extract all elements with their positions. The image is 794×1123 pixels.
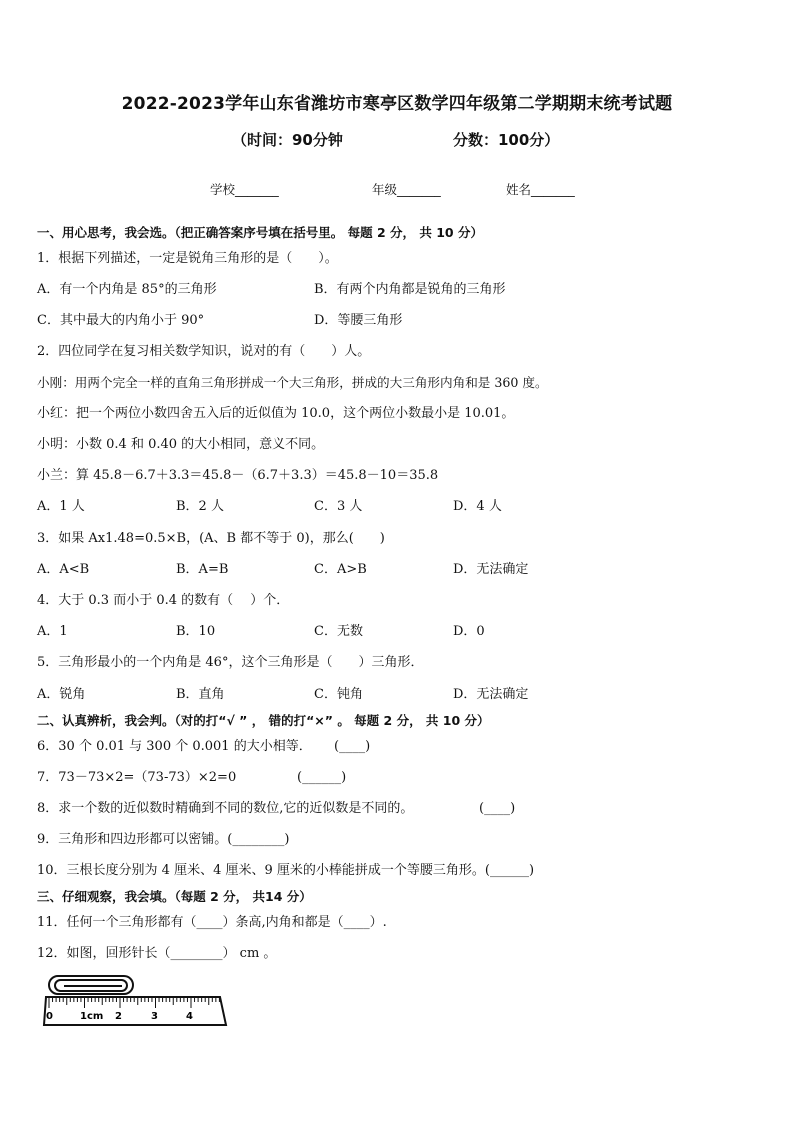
q2-statement-3: 小明：小数 0.4 和 0.40 的大小相同，意义不同。	[37, 437, 325, 452]
question-12-text: 12．如图，回形针长（________） cm 。	[37, 946, 277, 961]
ruler-label-1cm: 1cm	[80, 1011, 104, 1022]
paperclip-ruler-figure	[42, 972, 228, 1028]
q2-statement-4: 小兰：算 45.8－6.7＋3.3＝45.8－（6.7＋3.3）＝45.8－10＝35.8	[37, 468, 439, 483]
question-9-text: 9．三角形和四边形都可以密铺。(________)	[37, 832, 290, 847]
score-label: 分数：100分）	[453, 131, 560, 149]
q1-option-c: C．其中最大的内角小于 90°	[37, 313, 205, 328]
question-2-stem: 2．四位同学在复习相关数学知识，说对的有（ ）人。	[37, 344, 371, 359]
question-4-stem: 4．大于 0.3 而小于 0.4 的数有（ ）个．	[37, 593, 290, 608]
q2-option-c: C．3 人	[314, 499, 363, 514]
q4-option-c: C．无数	[314, 624, 363, 639]
q4-option-d: D．0	[453, 624, 485, 639]
q2-option-a: A．1 人	[37, 499, 85, 514]
q5-option-d: D．无法确定	[453, 687, 529, 702]
q4-option-b: B．10	[176, 624, 216, 639]
q2-option-b: B．2 人	[176, 499, 224, 514]
grade-field: 年级_______	[372, 182, 441, 197]
paperclip-icon	[49, 976, 133, 994]
section-heading-1: 一、用心思考，我会选。（把正确答案序号填在括号里。 每题 2 分， 共 10 分）	[37, 225, 483, 240]
q1-option-b: B．有两个内角都是锐角的三角形	[314, 282, 506, 297]
question-3-stem: 3．如果 Ax1.48=0.5×B，(A、B 都不等于 0)，那么( )	[37, 531, 385, 546]
q3-option-c: C．A>B	[314, 562, 367, 577]
q1-option-d: D．等腰三角形	[314, 313, 403, 328]
question-5-stem: 5．三角形最小的一个内角是 46°，这个三角形是（ ）三角形．	[37, 655, 424, 670]
q3-option-b: B．A=B	[176, 562, 229, 577]
question-8-text: 8．求一个数的近似数时精确到不同的数位,它的近似数是不同的。	[37, 801, 414, 816]
question-6-text: 6．30 个 0.01 与 300 个 0.001 的大小相等．	[37, 739, 312, 754]
ruler-label-3: 3	[151, 1011, 158, 1022]
page-title: 2022-2023学年山东省潍坊市寒亭区数学四年级第二学期期末统考试题	[121, 94, 673, 114]
question-10-text: 10．三根长度分别为 4 厘米、4 厘米、9 厘米的小棒能拼成一个等腰三角形。(______)	[37, 863, 535, 878]
question-7-text: 7．73－73×2=（73-73）×2=0	[37, 770, 237, 785]
time-label: （时间：90分钟	[232, 131, 343, 149]
section-heading-3: 三、仔细观察，我会填。（每题 2 分， 共14 分）	[37, 889, 312, 904]
question-7-blank: (______)	[297, 770, 347, 785]
q2-statement-1: 小刚：用两个完全一样的直角三角形拼成一个大三角形，拼成的大三角形内角和是 360 度。	[37, 375, 548, 390]
ruler-label-4: 4	[186, 1011, 193, 1022]
question-1-stem: 1．根据下列描述，一定是锐角三角形的是（ ）。	[37, 251, 338, 266]
q5-option-b: B．直角	[176, 687, 225, 702]
question-8-blank: (____)	[479, 801, 516, 816]
q3-option-a: A．A<B	[37, 562, 90, 577]
school-field: 学校_______	[210, 182, 279, 197]
question-6-blank: (____)	[334, 739, 371, 754]
ruler-icon	[44, 997, 226, 1025]
q2-option-d: D．4 人	[453, 499, 502, 514]
q4-option-a: A．1	[37, 624, 68, 639]
ruler-label-2: 2	[115, 1011, 122, 1022]
q5-option-c: C．钝角	[314, 687, 363, 702]
q1-option-a: A．有一个内角是 85°的三角形	[37, 282, 217, 297]
q2-statement-2: 小红：把一个两位小数四舍五入后的近似值为 10.0，这个两位小数最小是 10.01。	[37, 406, 515, 421]
q5-option-a: A．锐角	[37, 687, 86, 702]
question-11-text: 11．任何一个三角形都有（____）条高,内角和都是（____）.	[37, 915, 387, 930]
ruler-label-0: 0	[46, 1011, 53, 1022]
section-heading-2: 二、认真辨析，我会判。（对的打“√ ” ， 错的打“×” 。 每题 2 分， 共 10 分）	[37, 713, 490, 728]
q3-option-d: D．无法确定	[453, 562, 529, 577]
name-field: 姓名_______	[506, 182, 575, 197]
